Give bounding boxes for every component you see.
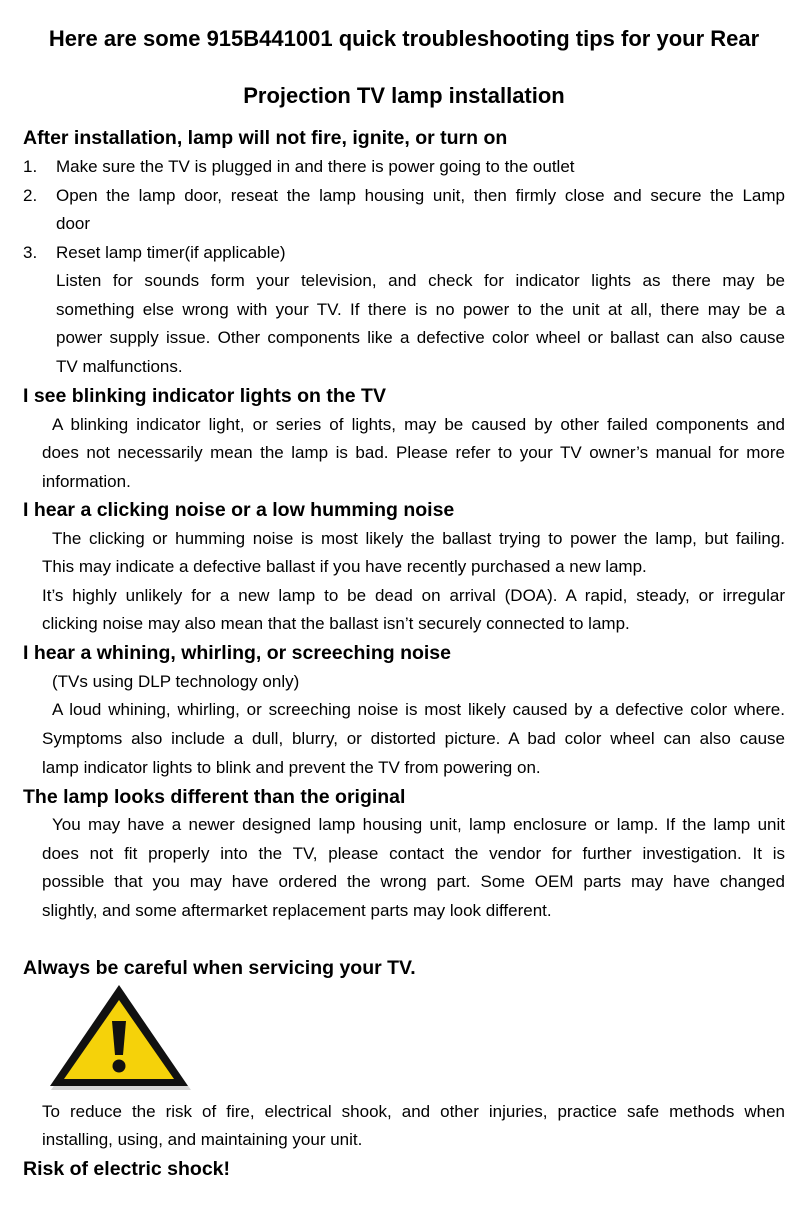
paragraph-line: The clicking or humming noise is most likely the ballast trying to power the lamp, but failing. [52,529,785,548]
paragraph-line: You may have a newer designed lamp housing unit, lamp enclosure or lamp. If the lamp unit [52,815,785,834]
page-title-line-1: Here are some 915B441001 quick troubleshooting tips for your Rear [48,26,760,51]
section-heading-always-careful: Always be careful when servicing your TV. [23,957,416,979]
warning-triangle-icon [46,983,192,1093]
list-number: 1. [23,157,38,176]
paragraph-line: TV malfunctions. [56,357,183,376]
paragraph-line: lamp indicator lights to blink and prevent the TV from powering on. [42,758,541,777]
paragraph-line: This may indicate a defective ballast if you have recently purchased a new lamp. [42,557,647,576]
paragraph-line: something else wrong with your TV. If there is no power to the unit at all, there may be a [56,300,785,319]
list-item-text: door [56,214,91,233]
section-heading-lamp-not-fire: After installation, lamp will not fire, ignite, or turn on [23,127,508,149]
list-number: 3. [23,243,38,262]
section-heading-clicking-noise: I hear a clicking noise or a low humming noise [23,499,455,521]
page-title-line-2: Projection TV lamp installation [243,83,565,108]
paragraph-line: A blinking indicator light, or series of lights, may be caused by other failed components and [52,415,785,434]
section-heading-lamp-looks-different: The lamp looks different than the original [23,786,406,808]
section-heading-whining-noise: I hear a whining, whirling, or screeching noise [23,642,452,664]
section-heading-electric-shock: Risk of electric shock! [23,1158,230,1180]
paragraph-line: does not necessarily mean the lamp is bad. Please refer to your TV owner’s manual for more [42,443,785,462]
list-item-text: Make sure the TV is plugged in and there is power going to the outlet [56,157,575,176]
paragraph-line: slightly, and some aftermarket replacement parts may look different. [42,901,552,920]
paragraph-line: To reduce the risk of fire, electrical shook, and other injuries, practice safe methods when [42,1102,785,1121]
list-number: 2. [23,186,38,205]
paragraph-line: information. [42,472,131,491]
paragraph-line: possible that you may have ordered the wrong part. Some OEM parts may have changed [42,872,785,891]
list-item-text: Reset lamp timer(if applicable) [56,243,286,262]
paragraph-line: A loud whining, whirling, or screeching noise is most likely caused by a defective color where. [52,700,785,719]
list-item-text: Open the lamp door, reseat the lamp housing unit, then firmly close and secure the Lamp [56,186,785,205]
paragraph-line: It’s highly unlikely for a new lamp to be dead on arrival (DOA). A rapid, steady, or irregular [42,586,785,605]
paragraph-line: clicking noise may also mean that the ballast isn’t securely connected to lamp. [42,614,630,633]
paragraph-line: does not fit properly into the TV, please contact the vendor for further investigation. It is [42,844,785,863]
section-heading-blinking-lights: I see blinking indicator lights on the TV [23,385,386,407]
section-note: (TVs using DLP technology only) [52,672,300,691]
paragraph-line: Symptoms also include a dull, blurry, or distorted picture. A bad color wheel can also cause [42,729,785,748]
paragraph-line: Listen for sounds form your television, and check for indicator lights as there may be [56,271,785,290]
paragraph-line: installing, using, and maintaining your unit. [42,1130,363,1149]
paragraph-line: power supply issue. Other components like a defective color wheel or ballast can also cause [56,328,785,347]
